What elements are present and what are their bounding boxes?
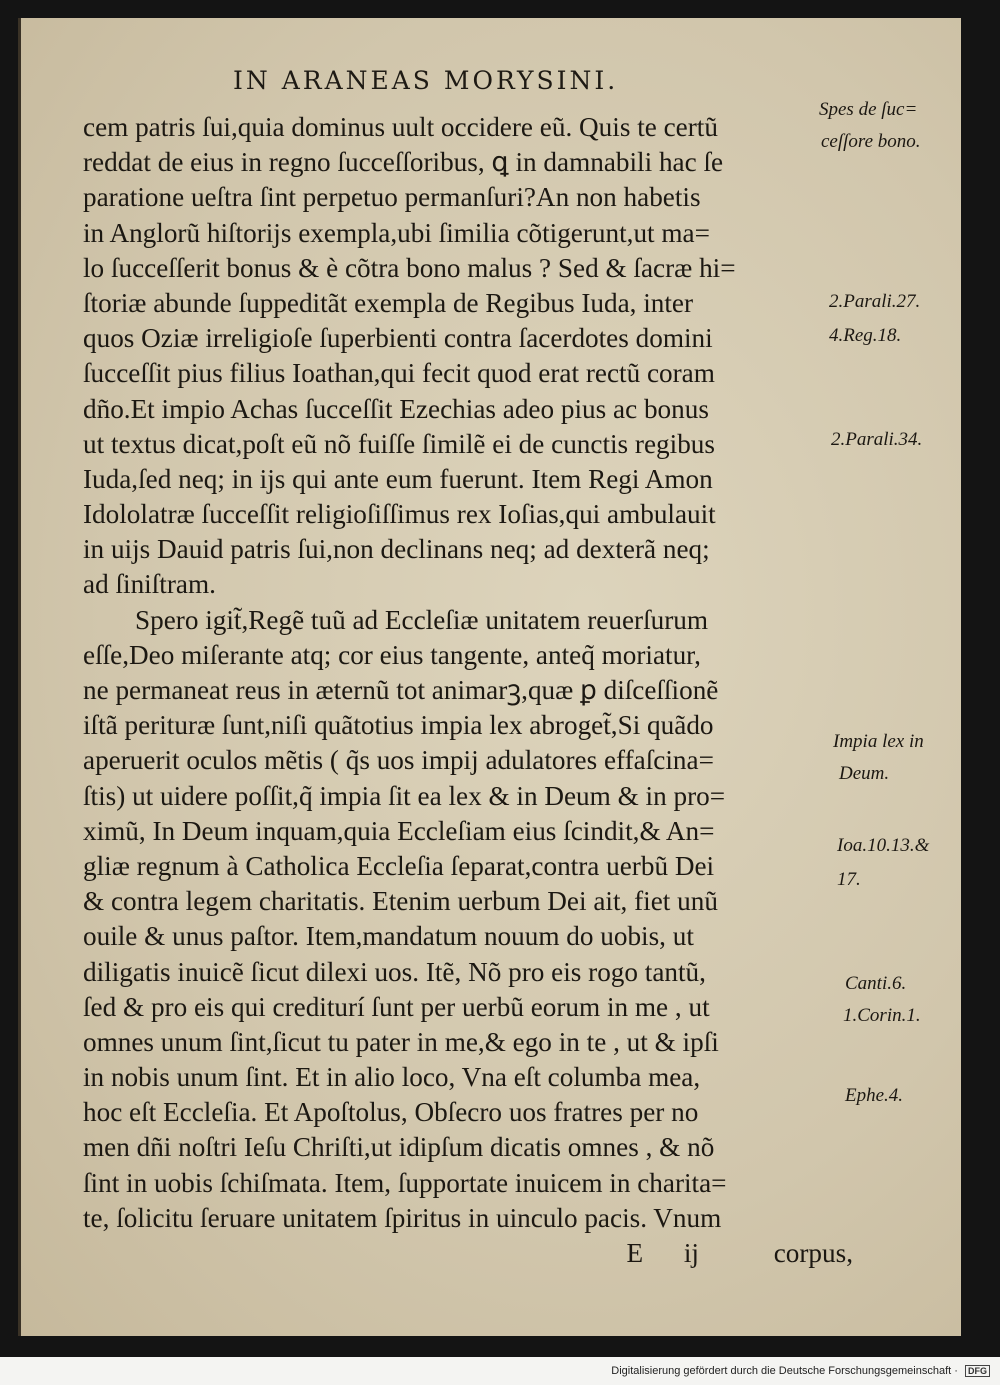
margin-note: Deum. (839, 763, 890, 784)
margin-note: Ioa.10.13.& (837, 835, 930, 856)
text-line: iſtã perituræ ſunt,niſi quãtotius impia lex abroget̃,Si quãdo (83, 710, 714, 741)
text-line: ximũ, In Deum inquam,quia Eccleſiam eius ſcindit,& An= (83, 815, 715, 846)
dfg-logo-icon: DFG (965, 1365, 990, 1377)
text-line: ne permaneat reus in æternũ tot animarꝫ,quæ ꝑ diſceſſionẽ (83, 675, 719, 705)
text-line: ouile & unus paſtor. Item,mandatum nouum do uobis, ut (83, 921, 694, 952)
margin-note: 2.Parali.27. (829, 291, 921, 312)
text-line: quos Oziæ irreligioſe ſuperbienti contra ſacerdotes domini (83, 323, 713, 354)
text-line: in uijs Dauid patris ſui,non declinans neq; ad dexterã neq; (83, 534, 710, 565)
margin-note: 17. (837, 869, 861, 890)
text-line: cem patris ſui,quia dominus uult occidere eũ. Quis te certũ (83, 112, 718, 142)
text-line: hoc eſt Eccleſia. Et Apoſtolus, Obſecro uos fratres per no (83, 1097, 699, 1128)
text-line: in nobis unum ſint. Et in alio loco, Vna eſt columba mea, (83, 1062, 701, 1093)
text-line: Idololatræ ſucceſſit religioſiſſimus rex Ioſias,qui ambulauit (83, 499, 716, 530)
text-line: & contra legem charitatis. Etenim uerbum Dei ait, fiet unũ (83, 886, 718, 917)
margin-note: Spes de ſuc= (819, 99, 918, 120)
text-line: in Anglorũ hiſtorijs exempla,ubi ſimilia cõtigerunt,ut ma= (83, 217, 710, 248)
margin-note: 1.Corin.1. (843, 1005, 921, 1026)
margin-note: 4.Reg.18. (829, 325, 902, 346)
text-line: Spero igit̃,Regẽ tuũ ad Eccleſiæ unitatem reuerſurum (135, 604, 709, 635)
text-line: Iuda,ſed neq; in ijs qui ante eum fuerunt. Item Regi Amon (83, 463, 713, 494)
text-line: gliæ regnum à Catholica Eccleſia ſeparat,contra uerbũ Dei (83, 850, 715, 881)
text-line: ſtoriæ abunde ſuppeditãt exempla de Regibus Iuda, inter (83, 287, 694, 318)
catchline: E ij corpus, (626, 1238, 853, 1268)
body-text (83, 110, 853, 1271)
text-line: ut textus dicat,poſt eũ nõ fuiſſe ſimilẽ ei de cunctis regibus (83, 428, 715, 459)
margin-note: ceſſore bono. (821, 131, 921, 152)
text-line: dño.Et impio Achas ſucceſſit Ezechias adeo pius ac bonus (83, 393, 709, 424)
text-line: ad ſiniſtram. (83, 569, 216, 600)
text-line: ſint in uobis ſchiſmata. Item, ſupportate inuicem in charita= (83, 1167, 727, 1198)
text-line: paratione ueſtra ſint perpetuo permanſuri?An non habetis (83, 182, 701, 213)
text-line: eſſe,Deo miſerante atq; cor eius tangente, anteq̃ moriatur, (83, 639, 701, 670)
text-line: ſed & pro eis qui crediturí ſunt per uerbũ eorum in me , ut (83, 991, 710, 1022)
book-page (18, 18, 961, 1336)
text-line: te, ſolicitu ſeruare unitatem ſpiritus in uinculo pacis. Vnum (83, 1202, 722, 1233)
text-line: reddat de eius in regno ſucceſſoribus, ꝗ in damnabili hac ſe (83, 147, 724, 178)
margin-note: Ephe.4. (845, 1085, 904, 1106)
text-line: men dñi noſtri Ieſu Chriſti,ut idipſum dicatis omnes , & nõ (83, 1132, 715, 1163)
margin-note: Canti.6. (845, 973, 907, 994)
text-line: aperuerit oculos mẽtis ( q̃s uos impij adulatores effaſcina= (83, 745, 714, 776)
text-line: diligatis inuicẽ ſicut dilexi uos. Itẽ, Nõ pro eis rogo tantũ, (83, 956, 706, 987)
text-line: ſucceſſit pius filius Ioathan,qui fecit quod erat rectũ coram (83, 358, 715, 389)
text-line: lo ſucceſſerit bonus & è cõtra bono malus ? Sed & ſacræ hi= (83, 252, 736, 283)
margin-note: Impia lex in (833, 731, 924, 752)
text-line: ſtis) ut uidere poſſit,q̃ impia ſit ea lex & in Deum & in pro= (83, 780, 726, 811)
footer-credit (611, 1365, 990, 1377)
running-head: IN ARANEAS MORYSINI. (233, 66, 619, 95)
text-line: omnes unum ſint,ſicut tu pater in me,& ego in te , ut & ipſi (83, 1026, 719, 1057)
margin-note: 2.Parali.34. (831, 429, 923, 450)
footer-text: Digitalisierung gefördert durch die Deutsche Forschungsgemeinschaft · (611, 1365, 958, 1377)
